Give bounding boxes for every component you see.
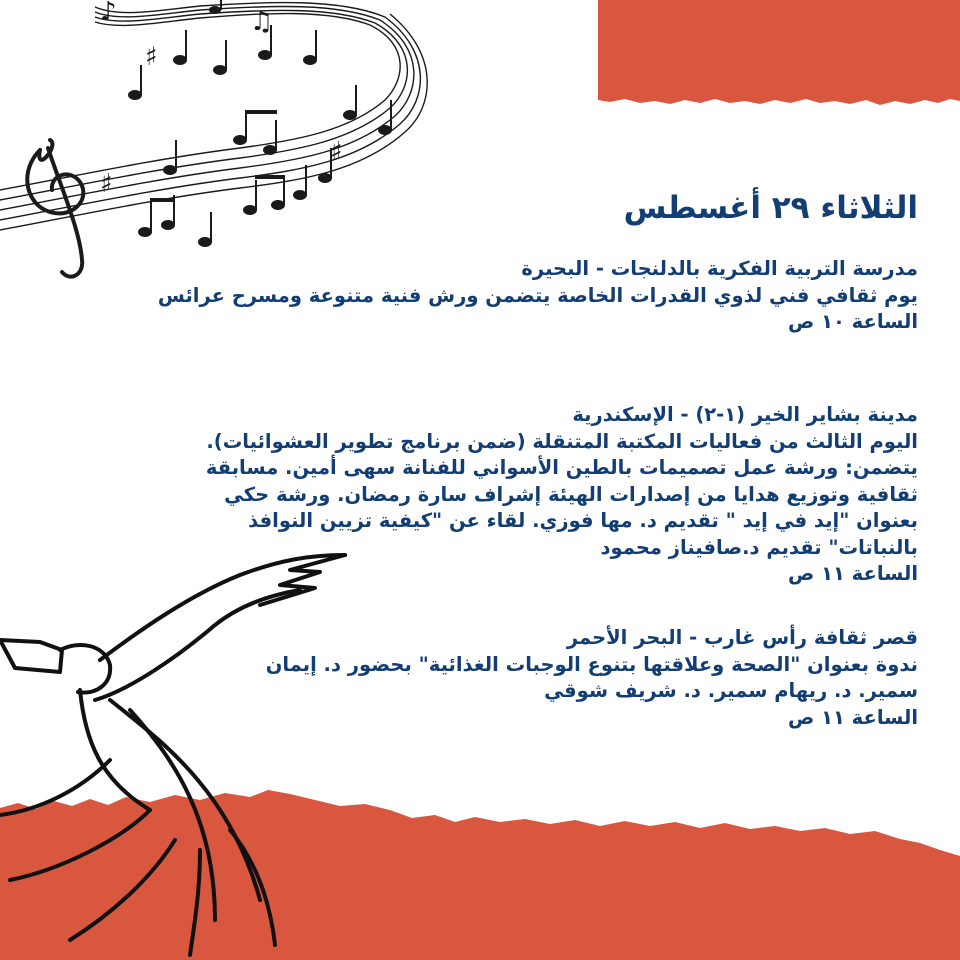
- event-2-description-5: بالنباتات" تقديم د.صافيناز محمود: [600, 535, 918, 559]
- event-2-venue: مدينة بشاير الخير (١-٢) - الإسكندرية: [572, 403, 918, 426]
- svg-text:♯: ♯: [145, 42, 158, 72]
- event-1-description: يوم ثقافي فني لذوي القدرات الخاصة يتضمن ورش فنية متنوعة ومسرح عرائس: [157, 283, 918, 307]
- event-2: [58, 402, 918, 588]
- torn-paper-top-right: [598, 0, 960, 105]
- event-3-description-1: ندوة بعنوان "الصحة وعلاقتها بتنوع الوجبات الغذائية" بحضور د. إيمان: [265, 652, 918, 676]
- event-1: [58, 256, 918, 336]
- svg-text:♫: ♫: [250, 7, 274, 37]
- event-1-time: الساعة ١٠ ص: [788, 310, 918, 333]
- svg-text:♪: ♪: [100, 0, 117, 27]
- event-3-description-2: سمير. د. ريهام سمير. د. شريف شوقي: [544, 679, 918, 702]
- event-2-description-4: بعنوان "إيد في إيد " تقديم د. مها فوزي. لقاء عن "كيفية تزيين النوافذ: [248, 509, 918, 532]
- svg-text:♯: ♯: [100, 169, 113, 199]
- event-1-venue: مدرسة التربية الفكرية بالدلنجات - البحيرة: [521, 257, 918, 280]
- event-3: [58, 625, 918, 731]
- event-2-time: الساعة ١١ ص: [788, 562, 918, 585]
- event-3-time: الساعة ١١ ص: [788, 705, 918, 729]
- event-2-description-3: ثقافية وتوزيع هدايا من إصدارات الهيئة إشراف سارة رمضان. ورشة حكي: [224, 482, 918, 506]
- event-2-description-1: اليوم الثالث من فعاليات المكتبة المتنقلة (ضمن برنامج تطوير العشوائيات).: [206, 429, 918, 453]
- date-heading: الثلاثاء ٢٩ أغسطس: [623, 190, 918, 226]
- svg-text:♯: ♯: [330, 137, 343, 167]
- event-2-description-2: يتضمن: ورشة عمل تصميمات بالطين الأسواني للفنانة سهى أمين. مسابقة: [205, 456, 918, 479]
- event-3-venue: قصر ثقافة رأس غارب - البحر الأحمر: [566, 626, 918, 649]
